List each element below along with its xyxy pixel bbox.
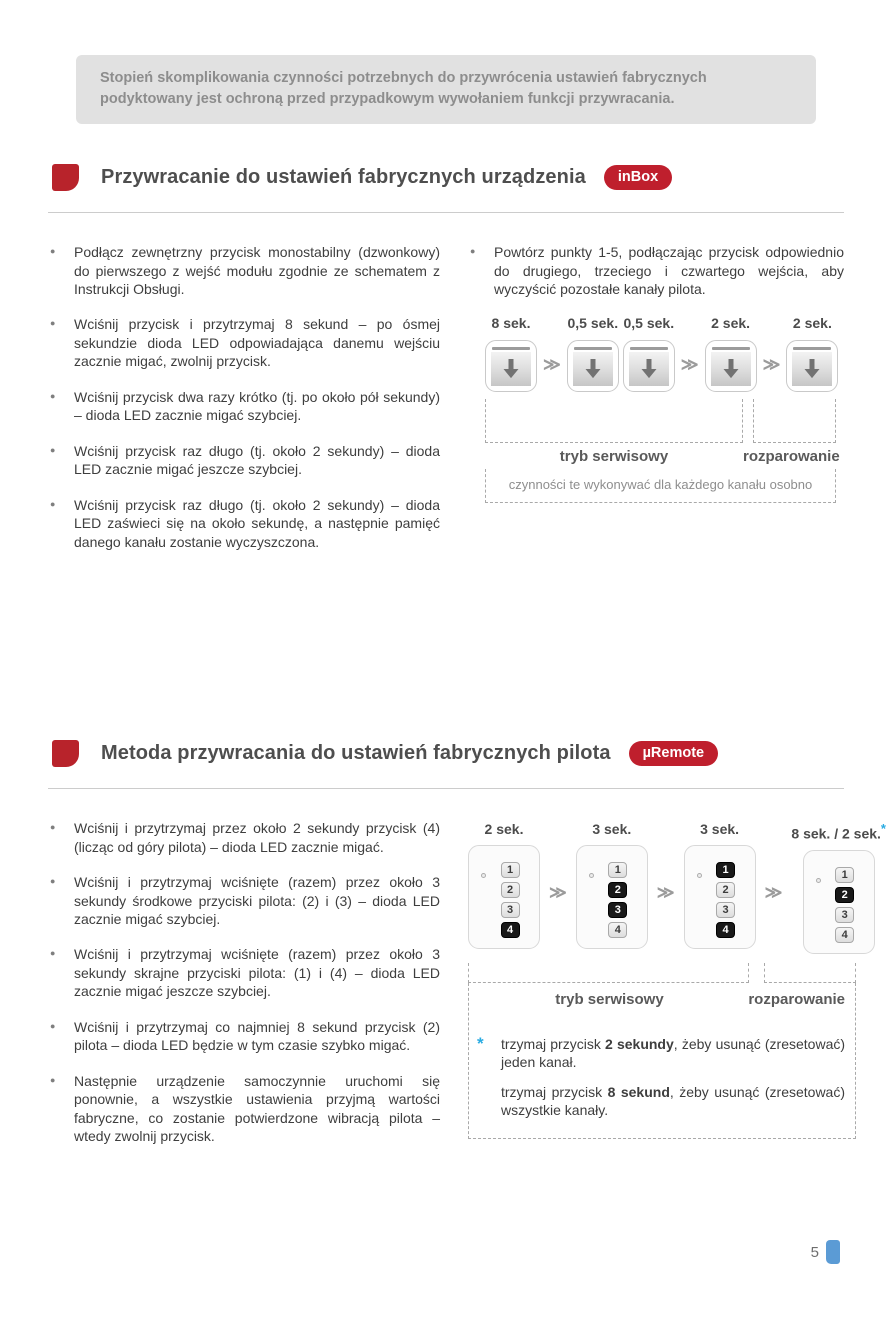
step-time: 8 sek. / 2 sek.* bbox=[791, 821, 886, 842]
bullet-item: ● Wciśnij i przytrzymaj wciśnięte (razem) przez około 3 sekundy skrajne przyciski pilota: (1) i (4) – dioda LED zacznie migać jeszcze szybciej. bbox=[48, 945, 440, 1000]
footnote-text: trzymaj przycisk 8 sekund, żeby usunąć (zresetować) wszystkie kanały. bbox=[501, 1083, 846, 1119]
bullet-item: ● Wciśnij i przytrzymaj przez około 2 sekundy przycisk (4) (licząc od góry pilota) – dioda LED zacznie migać. bbox=[48, 819, 440, 856]
keypress-step bbox=[786, 315, 838, 392]
remote-button: 1 bbox=[835, 867, 854, 883]
remote-control-icon bbox=[684, 845, 756, 949]
unpair-bracket bbox=[764, 963, 856, 983]
section1-left-column bbox=[48, 243, 440, 568]
section2-title: Metoda przywracania do ustawień fabrycznych pilota bbox=[101, 742, 611, 765]
section2-left-column bbox=[48, 819, 440, 1163]
remote-step bbox=[468, 821, 540, 949]
keypress-step bbox=[623, 315, 675, 392]
section-inbox bbox=[0, 164, 892, 568]
page-footer bbox=[811, 1240, 840, 1264]
step-time: 8 sek. bbox=[491, 315, 531, 332]
unpair-bracket bbox=[753, 399, 836, 443]
keypress-step bbox=[705, 315, 757, 392]
bullet-item: ● Wciśnij przycisk dwa razy krótko (tj. po około pół sekundy) – dioda LED zacznie migać szybciej. bbox=[48, 388, 440, 425]
keypress-step bbox=[567, 315, 619, 392]
remote-button: 4 bbox=[608, 922, 627, 938]
bullet-item: ● Wciśnij przycisk raz długo (tj. około 2 sekundy) – dioda LED zaświeci się na około sekundę, a następnie pamięć danego kanału zostanie wyczyszczona. bbox=[48, 496, 440, 551]
keypress-step bbox=[485, 315, 537, 392]
step-time: 2 sek. bbox=[484, 821, 524, 838]
bullet-item: ● Podłącz zewnętrzny przycisk monostabilny (dzwonkowy) do pierwszego z wejść modułu zgodnie ze schematem z Instrukcji Obsługi. bbox=[48, 243, 440, 298]
down-arrow-icon bbox=[583, 358, 603, 380]
remote-button: 2 bbox=[716, 882, 735, 898]
push-button-icon bbox=[567, 340, 619, 392]
service-mode-bracket bbox=[485, 399, 743, 443]
remote-step bbox=[791, 821, 886, 954]
remote-control-icon bbox=[576, 845, 648, 949]
push-button-icon bbox=[623, 340, 675, 392]
remote-step bbox=[576, 821, 648, 949]
unpair-label: rozparowanie bbox=[748, 990, 845, 1008]
step-time: 0,5 sek. bbox=[567, 315, 619, 332]
section2-bullet-list bbox=[48, 819, 440, 1146]
inbox-badge: inBox bbox=[604, 165, 672, 190]
notice-text: Stopień skomplikowania czynności potrzebnych do przywrócenia ustawień fabrycznych podyktowany jest ochroną przed przypadkowym wywołaniem funkcji przywracania. bbox=[100, 70, 707, 108]
push-button-icon bbox=[485, 340, 537, 392]
asterisk-icon: * bbox=[477, 1033, 484, 1053]
step-time: 3 sek. bbox=[700, 821, 740, 838]
unpair-label: rozparowanie bbox=[743, 448, 840, 466]
remote-button: 4 bbox=[501, 922, 520, 938]
footnote-line bbox=[477, 1035, 847, 1072]
chevron-right-icon: ≫ bbox=[543, 355, 561, 375]
remote-button: 3 bbox=[608, 902, 627, 918]
chevron-right-icon: ≫ bbox=[549, 883, 567, 903]
remote-step bbox=[684, 821, 756, 949]
led-indicator bbox=[589, 873, 594, 878]
footnote-line bbox=[477, 1083, 847, 1120]
section-uremote bbox=[0, 740, 892, 1163]
remote-button: 3 bbox=[835, 907, 854, 923]
bullet-item: ● Wciśnij i przytrzymaj co najmniej 8 sekund przycisk (2) pilota – dioda LED będzie w tym czasie szybko migać. bbox=[48, 1018, 440, 1055]
remote-button: 2 bbox=[501, 882, 520, 898]
footnote-box bbox=[468, 983, 856, 1139]
bullet-item: ● Wciśnij i przytrzymaj wciśnięte (razem) przez około 3 sekundy środkowe przyciski pilota: (2) i (3) – dioda LED zacznie migać szybciej. bbox=[48, 873, 440, 928]
section1-title: Przywracanie do ustawień fabrycznych urządzenia bbox=[101, 166, 586, 189]
remote-diagram bbox=[468, 821, 886, 1139]
led-indicator bbox=[816, 878, 821, 883]
section1-bullet-list bbox=[48, 243, 440, 551]
push-button-icon bbox=[786, 340, 838, 392]
remote-control-icon bbox=[468, 845, 540, 949]
bullet-item: ● Następnie urządzenie samoczynnie uruchomi się ponownie, a wszystkie ustawienia przyjmą wartości fabryczne, co zostanie potwierdzone wibracją pilota – wtedy zwolnij przycisk. bbox=[48, 1072, 440, 1146]
down-arrow-icon bbox=[639, 358, 659, 380]
remote-button: 3 bbox=[501, 902, 520, 918]
remote-button: 1 bbox=[501, 862, 520, 878]
section1-divider bbox=[48, 212, 844, 213]
remote-button: 2 bbox=[608, 882, 627, 898]
down-arrow-icon bbox=[501, 358, 521, 380]
chevron-right-icon: ≫ bbox=[656, 883, 675, 903]
section2-header bbox=[52, 740, 844, 767]
keypress-diagram bbox=[485, 315, 839, 503]
bullet-item: ● Wciśnij przycisk i przytrzymaj 8 sekund – po ósmej sekundzie dioda LED odpowiadająca danemu wejściu zacznie migać, zwolnij przycisk. bbox=[48, 315, 440, 370]
chevron-right-icon: ≫ bbox=[762, 355, 781, 375]
page-tab-icon bbox=[826, 1240, 840, 1264]
page-number: 5 bbox=[810, 1243, 819, 1261]
remote-button: 1 bbox=[716, 862, 735, 878]
push-button-icon bbox=[705, 340, 757, 392]
section1-header bbox=[52, 164, 844, 191]
notice-box bbox=[76, 55, 816, 124]
uremote-badge: µRemote bbox=[629, 741, 719, 766]
remote-button: 3 bbox=[716, 902, 735, 918]
step-time: 0,5 sek. bbox=[623, 315, 675, 332]
remote-button: 4 bbox=[716, 922, 735, 938]
step-time: 2 sek. bbox=[792, 315, 832, 332]
section-marker-icon bbox=[52, 740, 79, 767]
chevron-right-icon: ≫ bbox=[680, 355, 699, 375]
remote-button: 4 bbox=[835, 927, 854, 943]
section2-divider bbox=[48, 788, 844, 789]
led-indicator bbox=[697, 873, 702, 878]
remote-button: 1 bbox=[608, 862, 627, 878]
section1-right-bullets bbox=[468, 243, 844, 298]
asterisk-icon: * bbox=[880, 821, 886, 837]
footnote-text: trzymaj przycisk 2 sekundy, żeby usunąć (zresetować) jeden kanał. bbox=[501, 1035, 846, 1071]
remote-button: 2 bbox=[835, 887, 854, 903]
chevron-right-icon: ≫ bbox=[764, 883, 783, 903]
service-mode-label: tryb serwisowy bbox=[559, 448, 669, 466]
diagram-note: czynności te wykonywać dla każdego kanału osobno bbox=[485, 469, 836, 503]
bullet-item: ● Wciśnij przycisk raz długo (tj. około 2 sekundy) – dioda LED zacznie migać jeszcze szybciej. bbox=[48, 442, 440, 479]
down-arrow-icon bbox=[721, 358, 741, 380]
down-arrow-icon bbox=[802, 358, 822, 380]
step-time: 2 sek. bbox=[711, 315, 751, 332]
section1-right-column bbox=[468, 243, 844, 568]
section-marker-icon bbox=[52, 164, 79, 191]
step-time: 3 sek. bbox=[592, 821, 632, 838]
service-mode-label: tryb serwisowy bbox=[555, 990, 664, 1008]
service-mode-bracket bbox=[468, 963, 749, 983]
remote-control-icon bbox=[803, 850, 875, 954]
section2-right-column bbox=[468, 819, 886, 1163]
bullet-item: ● Powtórz punkty 1-5, podłączając przycisk odpowiednio do drugiego, trzeciego i czwartego wejścia, aby wyczyścić pozostałe kanały pilota. bbox=[468, 243, 844, 298]
